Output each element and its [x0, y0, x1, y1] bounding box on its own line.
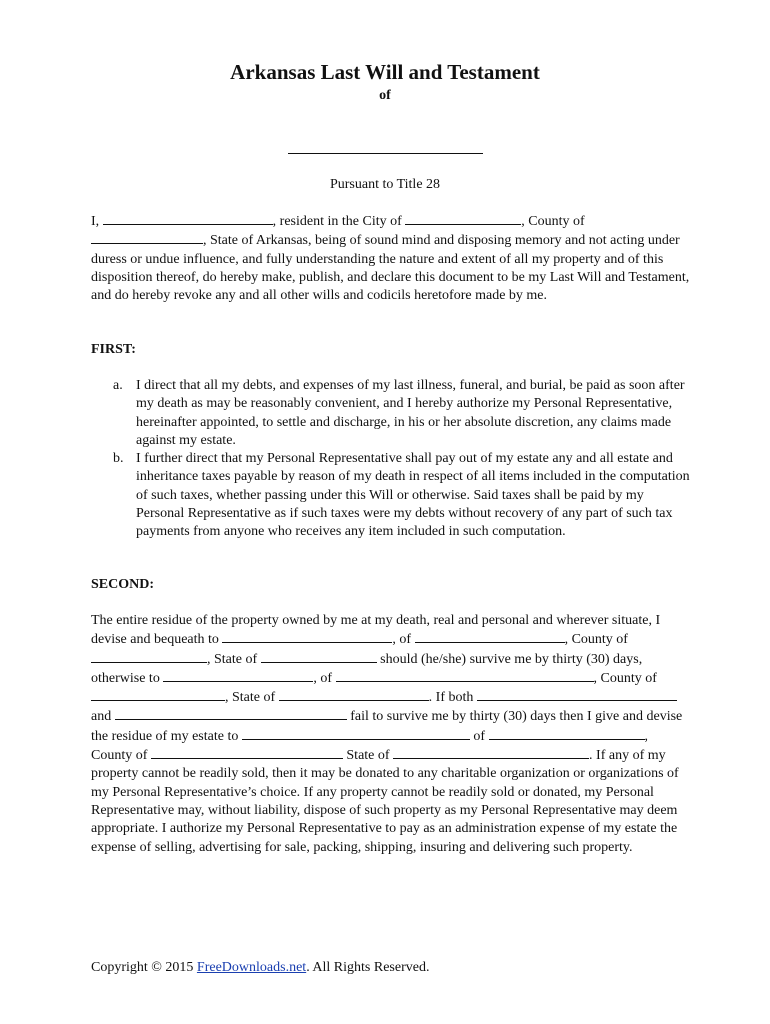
second-text-8: , State of [225, 690, 276, 706]
both-name-2-blank[interactable] [115, 707, 347, 720]
intro-text-3: , County of [521, 214, 585, 229]
second-text-9: . If both [428, 690, 474, 706]
second-text-14: State of [346, 748, 390, 764]
second-text-7: , County of [593, 670, 657, 686]
both-name-1-blank[interactable] [477, 688, 677, 701]
alternate-state-blank[interactable] [279, 688, 429, 701]
testator-blank[interactable] [103, 212, 273, 225]
beneficiary-county-blank[interactable] [91, 650, 207, 663]
second-text-6: , of [313, 670, 332, 686]
alternate-county-blank[interactable] [91, 688, 225, 701]
document-title: Arkansas Last Will and Testament [230, 60, 540, 84]
second-text-1: The entire residue of the property owned by me at my death, real and personal and wherever situate, I devise and bequeath to [91, 613, 661, 648]
second-text-4: , State of [207, 651, 258, 667]
list-item-text: I direct that all my debts, and expenses of my last illness, funeral, and burial, be paid as soon after my death as may be reasonably convenient, and I hereby authorize my Personal Representative, hereinafter appointed, to settle and discharge, in his or her absolute discretion, any claims made against my estate. [136, 378, 685, 448]
first-list [91, 377, 691, 542]
intro-text-2: , resident in the City of [272, 214, 402, 229]
second-text-13: , County of [91, 728, 649, 764]
county-blank[interactable] [91, 231, 203, 244]
residuary-county-blank[interactable] [151, 746, 343, 759]
testator-name-blank[interactable] [288, 153, 483, 154]
alternate-city-blank[interactable] [336, 669, 594, 682]
residuary-state-blank[interactable] [393, 746, 589, 759]
copyright-footer [91, 960, 429, 976]
list-item-text: I further direct that my Personal Representative shall pay out of my estate any and all estate and inheritance taxes payable by reason of my death in respect of all items included in the computation of such taxes, whether passing under this Will or otherwise. Said taxes shall be paid by my Personal Representative as if such taxes were my debts without recovery of any part of such tax payments from anyone who receives any item included in such computation. [136, 451, 690, 540]
freedownloads-link[interactable]: FreeDownloads.net [196, 960, 307, 975]
copyright-prefix: Copyright © 2015 [91, 960, 194, 975]
second-text-2: , of [392, 632, 412, 648]
city-blank[interactable] [405, 212, 521, 225]
beneficiary-state-blank[interactable] [261, 650, 377, 663]
first-heading: FIRST: [91, 342, 136, 357]
list-item [91, 377, 691, 450]
second-text-11: fail to survive me by thirty (30) days then I give and devise the residue of my estate to [91, 709, 683, 744]
second-text-10: and [91, 709, 112, 725]
second-heading: SECOND: [91, 577, 155, 592]
residuary-beneficiary-blank[interactable] [242, 727, 470, 740]
intro-text-1: I, [91, 214, 100, 229]
beneficiary-city-blank[interactable] [415, 630, 565, 643]
list-item [91, 450, 691, 541]
list-marker: b. [113, 451, 124, 467]
copyright-suffix: . All Rights Reserved. [306, 960, 430, 975]
beneficiary-blank[interactable] [222, 630, 392, 643]
second-text-15: . If any of my property cannot be readily sold, then it may be donated to any charitable organization or organizations of my Personal Representative’s choice. If any property cannot be readily sold or donated, my Personal Representative may, without liability, dispose of such property as my Personal Representative may deem appropriate. I authorize my Personal Representative to pay as an administration expense of my estate the expense of selling, advertising for sale, packing, shipping, insuring and delivering such property. [91, 748, 679, 855]
second-text-3: , County of [564, 632, 628, 648]
second-text-12: of [473, 728, 486, 744]
intro-paragraph [91, 212, 691, 305]
second-text-5: should (he/she) survive me by thirty (30) days, otherwise to [91, 651, 643, 686]
second-paragraph [91, 612, 691, 857]
of-label: of [379, 88, 391, 103]
residuary-city-blank[interactable] [489, 727, 645, 740]
alternate-beneficiary-blank[interactable] [163, 669, 313, 682]
pursuant-statute: Pursuant to Title 28 [329, 177, 441, 192]
list-marker: a. [113, 378, 123, 393]
intro-text-4: , State of Arkansas, being of sound mind and disposing memory and not acting under duress or undue influence, and fully understanding the nature and extent of all my property and of this disposition thereof, do hereby make, publish, and declare this document to be my Last Will and Testament, and do hereby revoke any and all other wills and codicils heretofore made by me. [91, 233, 690, 304]
